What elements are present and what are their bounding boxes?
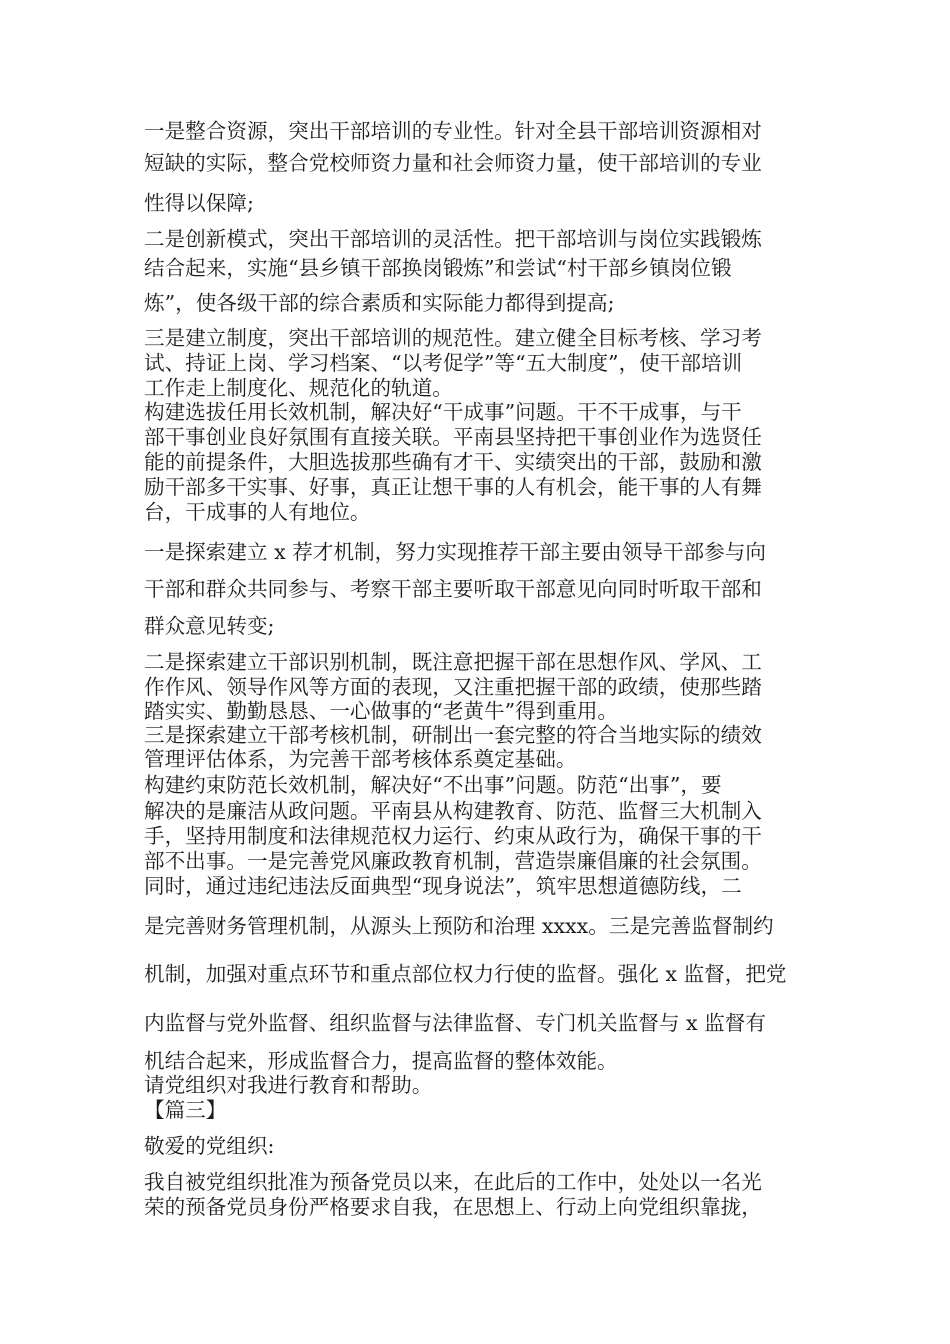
text-line: 炼”，使各级干部的综合素质和实际能力都得到提高; (144, 291, 615, 315)
text-line: 群众意见转变; (144, 614, 275, 638)
text-line: 励干部多干实事、好事，真正让想干事的人有机会，能干事的人有舞 (144, 475, 762, 499)
section-heading: 【篇三】 (144, 1098, 227, 1122)
text-line: 工作走上制度化、规范化的轨道。 (144, 376, 453, 400)
text-line: 性得以保障; (144, 191, 254, 215)
text-line: 同时，通过违纪违法反面典型“现身说法”，筑牢思想道德防线，二 (144, 874, 742, 898)
text-line: 结合起来，实施“县乡镇干部换岗锻炼”和尝试“村干部乡镇岗位锻 (144, 256, 732, 280)
text-line: 机结合起来，形成监督合力，提高监督的整体效能。 (144, 1049, 618, 1073)
text-line: 一是整合资源，突出干部培训的专业性。针对全县干部培训资源相对 (144, 119, 762, 143)
text-line: 构建选拔任用长效机制，解决好“干成事”问题。干不干成事，与干 (144, 400, 742, 424)
text-line: 踏实实、勤勤恳恳、一心做事的“老黄牛”得到重用。 (144, 699, 619, 723)
text-line: 部不出事。一是完善党风廉政教育机制，营造崇廉倡廉的社会氛围。 (144, 849, 762, 873)
text-line: 手，坚持用制度和法律规范权力运行、约束从政行为，确保干事的干 (144, 824, 762, 848)
text-line: 三是探索建立干部考核机制，研制出一套完整的符合当地实际的绩效 (144, 723, 762, 747)
text-line: 构建约束防范长效机制，解决好“不出事”问题。防范“出事”，要 (144, 773, 722, 797)
text-line: 请党组织对我进行教育和帮助。 (144, 1073, 433, 1097)
text-line: 台，干成事的人有地位。 (144, 500, 371, 524)
text-line: 是完善财务管理机制，从源头上预防和治理 xxxx。三是完善监督制约 (144, 914, 774, 938)
salutation: 敬爱的党组织: (144, 1134, 275, 1158)
text-line: 干部和群众共同参与、考察干部主要听取干部意见向同时听取干部和 (144, 577, 762, 601)
text-line: 二是探索建立干部识别机制，既注意把握干部在思想作风、学风、工 (144, 650, 762, 674)
text-line: 一是探索建立 x 荐才机制，努力实现推荐干部主要由领导干部参与向 (144, 540, 766, 564)
text-line: 三是建立制度，突出干部培训的规范性。建立健全目标考核、学习考 (144, 326, 762, 350)
text-line: 内监督与党外监督、组织监督与法律监督、专门机关监督与 x 监督有 (144, 1011, 766, 1035)
text-line: 试、持证上岗、学习档案、“以考促学”等“五大制度”，使干部培训 (144, 351, 743, 375)
text-line: 能的前提条件，大胆选拔那些确有才干、实绩突出的干部，鼓励和激 (144, 450, 762, 474)
text-line: 作作风、领导作风等方面的表现，又注重把握干部的政绩，使那些踏 (144, 675, 762, 699)
text-line: 机制，加强对重点环节和重点部位权力行使的监督。强化 x 监督，把党 (144, 962, 787, 986)
text-line: 二是创新模式，突出干部培训的灵活性。把干部培训与岗位实践锻炼 (144, 227, 762, 251)
text-line: 部干事创业良好氛围有直接关联。平南县坚持把干事创业作为选贤任 (144, 425, 762, 449)
text-line: 荣的预备党员身份严格要求自我，在思想上、行动上向党组织靠拢， (144, 1195, 762, 1219)
text-line: 我自被党组织批准为预备党员以来，在此后的工作中，处处以一名光 (144, 1170, 762, 1194)
text-line: 解决的是廉洁从政问题。平南县从构建教育、防范、监督三大机制入 (144, 799, 762, 823)
text-line: 管理评估体系，为完善干部考核体系奠定基础。 (144, 747, 577, 771)
text-line: 短缺的实际，整合党校师资力量和社会师资力量，使干部培训的专业 (144, 151, 762, 175)
